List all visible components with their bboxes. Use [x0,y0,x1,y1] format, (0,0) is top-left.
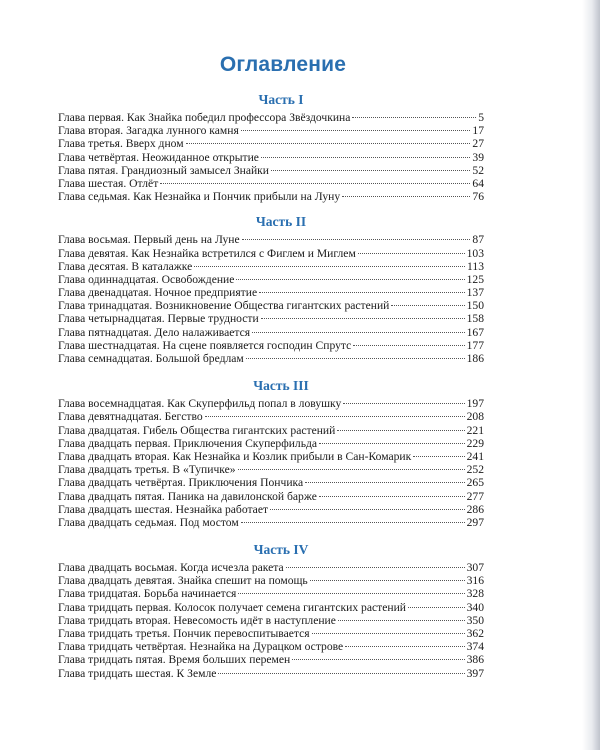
chapter-title: Глава двадцать третья. В «Тупичке» [58,463,236,477]
chapter-title: Глава тридцать пятая. Время больших перемен [58,653,291,667]
chapter-title: Глава двадцать вторая. Как Незнайка и Козлик прибыли в Сан-Комарик [58,449,412,463]
chapter-title: Глава девятнадцатая. Бегство [58,410,203,424]
leader-dots [358,253,465,254]
leader-dots [319,496,465,497]
leader-dots [352,117,476,118]
chapter-title: Глава двадцать пятая. Паника на давилонской барже [58,489,317,503]
chapter-list [58,561,484,680]
toc-entry [58,352,484,365]
toc-entry [58,273,484,286]
chapter-list [58,397,484,529]
leader-dots [345,646,464,647]
toc-entry [58,653,484,666]
page-number: 186 [466,352,484,365]
leader-dots [246,358,465,359]
toc-entry [58,614,484,627]
toc-entry [58,299,484,312]
leader-dots [252,332,465,333]
chapter-list [58,111,484,203]
chapter-title: Глава восьмая. Первый день на Луне [58,233,240,247]
page-number: 386 [466,653,484,667]
chapter-title: Глава пятая. Грандиозный замысел Знайки [58,163,270,177]
toc-entry [58,124,484,137]
page-number: 252 [466,463,484,477]
toc-entry [58,397,484,410]
page-number: 374 [466,640,484,654]
leader-dots [241,130,471,131]
chapter-title: Глава восемнадцатая. Как Скуперфильд попал в ловушку [58,397,342,411]
part-title: Часть IV [253,542,309,558]
leader-dots [205,416,465,417]
leader-dots [238,593,464,594]
chapter-title: Глава девятая. Как Незнайка встретился с Фиглем и Миглем [58,246,356,260]
chapter-title: Глава тридцатая. Борьба начинается [58,587,237,601]
part-4 [58,542,484,680]
toc-entry [58,233,484,246]
toc-entry [58,164,484,177]
chapter-title: Глава десятая. В каталажке [58,259,193,273]
chapter-title: Глава двадцать восьмая. Когда исчезла ракета [58,561,284,575]
page-number: 76 [472,190,484,204]
leader-dots [242,239,471,240]
toc-entry [58,667,484,680]
part-title: Часть III [253,378,309,394]
page-number: 103 [466,246,484,260]
page-number: 150 [466,299,484,313]
toc-entry [58,339,484,352]
part-1 [58,92,484,203]
page-number: 197 [466,397,484,411]
page-number: 208 [466,410,484,424]
leader-dots [353,345,464,346]
part-title: Часть II [255,214,307,230]
page-number: 64 [472,176,484,190]
page-number: 297 [466,515,484,529]
page-number: 362 [466,627,484,640]
page-number: 158 [466,312,484,326]
leader-dots [259,292,465,293]
chapter-title: Глава двенадцатая. Ночное предприятие [58,286,258,300]
chapter-title: Глава третья. Вверх дном [58,137,184,151]
toc-entry [58,601,484,614]
leader-dots [337,430,464,431]
leader-dots [312,633,465,634]
chapter-title: Глава семнадцатая. Большой бредлам [58,352,244,365]
page-number: 5 [478,111,484,124]
toc-entry [58,137,484,150]
leader-dots [342,196,470,197]
toc-entry [58,312,484,325]
page-edge [582,0,600,750]
page-number: 350 [466,613,484,627]
page-number: 316 [466,574,484,588]
chapter-title: Глава тридцать вторая. Невесомость идёт в наступление [58,613,336,627]
page-number: 87 [472,233,484,247]
page-number: 137 [466,286,484,300]
toc-entry [58,627,484,640]
chapter-title: Глава тридцать четвёртая. Незнайка на Дурацком острове [58,640,344,654]
leader-dots [408,607,465,608]
chapter-title: Глава седьмая. Как Незнайка и Пончик прибыли на Луну [58,190,341,204]
page-number: 397 [466,666,484,680]
leader-dots [286,567,465,568]
page-number: 17 [472,124,484,138]
chapter-title: Глава двадцать девятая. Знайка спешит на помощь [58,574,308,588]
page-number: 277 [466,489,484,503]
toc-entry [58,463,484,476]
chapter-title: Глава тридцать первая. Колосок получает семена гигантских растений [58,600,406,614]
leader-dots [194,266,465,267]
toc-entry [58,587,484,600]
page-number: 328 [466,587,484,601]
chapter-list [58,233,484,365]
toc-entry [58,177,484,190]
page-number: 286 [466,502,484,516]
leader-dots [413,456,464,457]
leader-dots [343,403,464,404]
leader-dots [319,443,465,444]
toc-entry [58,516,484,529]
toc-entry [58,437,484,450]
toc-entry [58,286,484,299]
page-number: 52 [472,163,484,177]
part-2 [58,214,484,365]
leader-dots [241,522,465,523]
page-number: 39 [472,150,484,164]
chapter-title: Глава четырнадцатая. Первые трудности [58,312,259,326]
leader-dots [218,673,464,674]
toc-entry [58,410,484,423]
toc-entry [58,247,484,260]
page-number: 229 [466,436,484,450]
page-title: Оглавление [219,53,347,76]
chapter-title: Глава четвёртая. Неожиданное открытие [58,150,259,164]
chapter-title: Глава шестнадцатая. На сцене появляется господин Спрутс [58,338,352,352]
chapter-title: Глава двадцать седьмая. Под мостом [58,515,239,529]
leader-dots [305,482,464,483]
toc-entry [58,450,484,463]
leader-dots [310,580,465,581]
leader-dots [261,318,465,319]
page-number: 241 [466,449,484,463]
leader-dots [292,659,464,660]
toc-entry [58,561,484,574]
chapter-title: Глава тридцать шестая. К Земле [58,666,217,680]
chapter-title: Глава вторая. Загадка лунного камня [58,124,239,138]
leader-dots [160,183,470,184]
page-number: 307 [466,561,484,575]
chapter-title: Глава двадцать шестая. Незнайка работает [58,502,269,516]
page-number: 113 [467,259,484,273]
toc-entry [58,111,484,124]
page-number: 340 [466,600,484,614]
chapter-title: Глава двадцать четвёртая. Приключения Пончика [58,476,304,490]
page-number: 177 [466,338,484,352]
toc-entry [58,574,484,587]
toc-entry [58,151,484,164]
chapter-title: Глава одиннадцатая. Освобождение [58,272,235,286]
chapter-title: Глава пятнадцатая. Дело налаживается [58,325,251,339]
chapter-title: Глава двадцатая. Гибель Общества гигантских растений [58,423,336,437]
chapter-title: Глава первая. Как Знайка победил профессора Звёздочкина [58,111,351,124]
toc-entry [58,260,484,273]
chapter-title: Глава двадцать первая. Приключения Скуперфильда [58,436,318,450]
page-number: 125 [466,272,484,286]
leader-dots [186,143,471,144]
chapter-title: Глава тридцать третья. Пончик перевоспитывается [58,627,310,640]
leader-dots [271,170,470,171]
part-3 [58,378,484,529]
page-number: 27 [472,137,484,151]
page-number: 167 [466,325,484,339]
toc-entry [58,476,484,489]
table-of-contents [58,52,484,680]
toc-entry [58,640,484,653]
leader-dots [238,469,465,470]
chapter-title: Глава тринадцатая. Возникновение Общества гигантских растений [58,299,390,313]
toc-entry [58,190,484,203]
page-number: 221 [466,423,484,437]
toc-entry [58,503,484,516]
leader-dots [338,620,465,621]
leader-dots [391,305,464,306]
leader-dots [270,509,465,510]
leader-dots [261,157,470,158]
toc-entry [58,326,484,339]
part-title: Часть I [258,92,304,107]
toc-entry [58,490,484,503]
chapter-title: Глава шестая. Отлёт [58,176,159,190]
page-number: 265 [466,476,484,490]
leader-dots [236,279,464,280]
toc-entry [58,424,484,437]
